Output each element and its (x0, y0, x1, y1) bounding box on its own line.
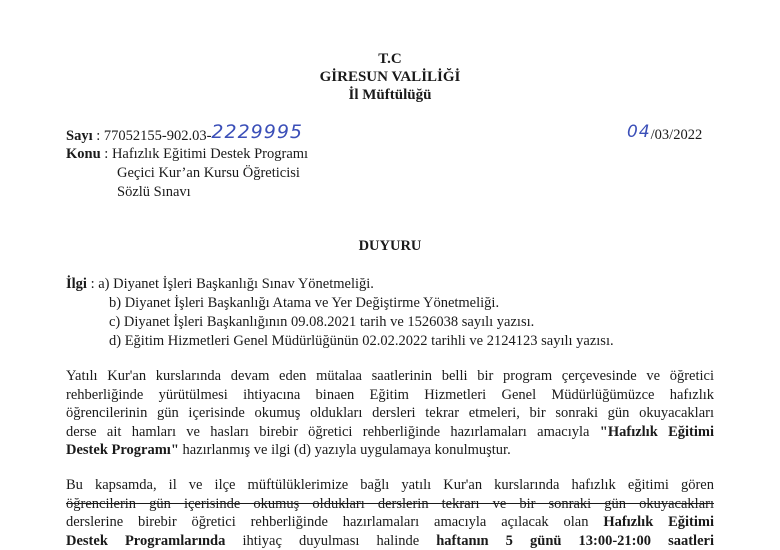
konu-line (66, 145, 308, 163)
paragraph-1-line-1: Yatılı Kur'an kurslarında devam eden mütalaa saatlerinin belli bir program çerçevesinde ve öğretici (66, 368, 714, 384)
paragraph-1-line-4 (66, 423, 714, 442)
paragraph-2-program-bold-2: Destek Programlarında (66, 532, 226, 549)
paragraph-2-line-3-text: derslerine birebir öğretici rehberliğinde hazırlamaları amacıyla açılacak olan (66, 514, 589, 531)
ilgi-item-a (66, 275, 374, 294)
header-governorship: GİRESUN VALİLİĞİ (319, 69, 461, 85)
header-tc: T.C (378, 51, 402, 67)
paragraph-2-line-1: Bu kapsamda, il ve ilçe müftülüklerimize bağlı yatılı Kur'an kurslarında hafızlık eğitimi gören (66, 477, 714, 493)
sayi-label: Sayı (66, 128, 93, 144)
sayi-value: : 77052155-902.03- (96, 128, 212, 144)
paragraph-2-line-4 (66, 532, 714, 550)
document-date (627, 122, 703, 144)
paragraph-2-line-4-text: ihtiyaç duyulması halinde (242, 532, 420, 549)
ilgi-a-text: : a) Diyanet İşleri Başkanlığı Sınav Yönetmeliği. (90, 276, 374, 292)
paragraph-2 (66, 476, 714, 550)
ilgi-item-d: d) Eğitim Hizmetleri Genel Müdürlüğünün 02.02.2022 tarihli ve 2124123 sayılı yazısı. (109, 333, 614, 349)
header-mufti-office: İl Müftülüğü (348, 87, 432, 103)
konu-line-3: Sözlü Sınavı (117, 184, 191, 200)
paragraph-2-program-bold-1: Hafızlık Eğitimi (603, 514, 714, 531)
ilgi-item-b: b) Diyanet İşleri Başkanlığı Atama ve Yer Değiştirme Yönetmeliği. (109, 295, 500, 311)
paragraph-2-schedule-bold: haftanın 5 günü 13:00-21:00 saatleri (436, 532, 714, 549)
paragraph-1-line-5-text: hazırlanmış ve ilgi (d) yazıyla uygulamaya konulmuştur. (182, 442, 511, 459)
program-name-bold-1: "Hafızlık Eğitimi (599, 423, 714, 440)
paragraph-2-line-3 (66, 513, 714, 532)
paragraph-1-line-4-text: derse ait hamları ve hasları birebir öğretici rehberliğinde hazırlamaları amacıyla (66, 423, 590, 440)
konu-label: Konu (66, 146, 101, 162)
date-handwritten-day: 04 (627, 122, 651, 142)
ilgi-label: İlgi (66, 276, 87, 292)
paragraph-1 (66, 367, 714, 460)
sayi-handwritten-number: 2229995 (211, 121, 304, 143)
sayi-line (66, 121, 304, 145)
ilgi-item-c: c) Diyanet İşleri Başkanlığının 09.08.2021 tarih ve 1526038 sayılı yazısı. (109, 314, 535, 330)
paragraph-1-line-5 (66, 441, 714, 460)
konu-line-2: Geçici Kur’an Kursu Öğreticisi (117, 165, 300, 181)
paragraph-1-line-3: öğrencilerinin gün içerisinde okumuş oldukları dersleri tekrar etmeleri, bir sonraki gün okuyacakları (66, 405, 714, 422)
konu-line-1: : Hafızlık Eğitimi Destek Programı (104, 146, 309, 162)
paragraph-1-line-2: rehberliğinde yürütülmesi ihtiyacına binaen Eğitim Hizmetleri Genel Müdürlüğümüzce hafızlık (66, 386, 714, 403)
date-month-year: /03/2022 (650, 127, 703, 143)
program-name-bold-2: Destek Programı" (66, 442, 179, 459)
announcement-title: DUYURU (358, 238, 422, 254)
paragraph-2-line-2-struck: öğrencilerin gün içerisinde okumuş oldukları derslerin tekrarı ve bir sonraki gün okuyacakları (66, 495, 714, 512)
